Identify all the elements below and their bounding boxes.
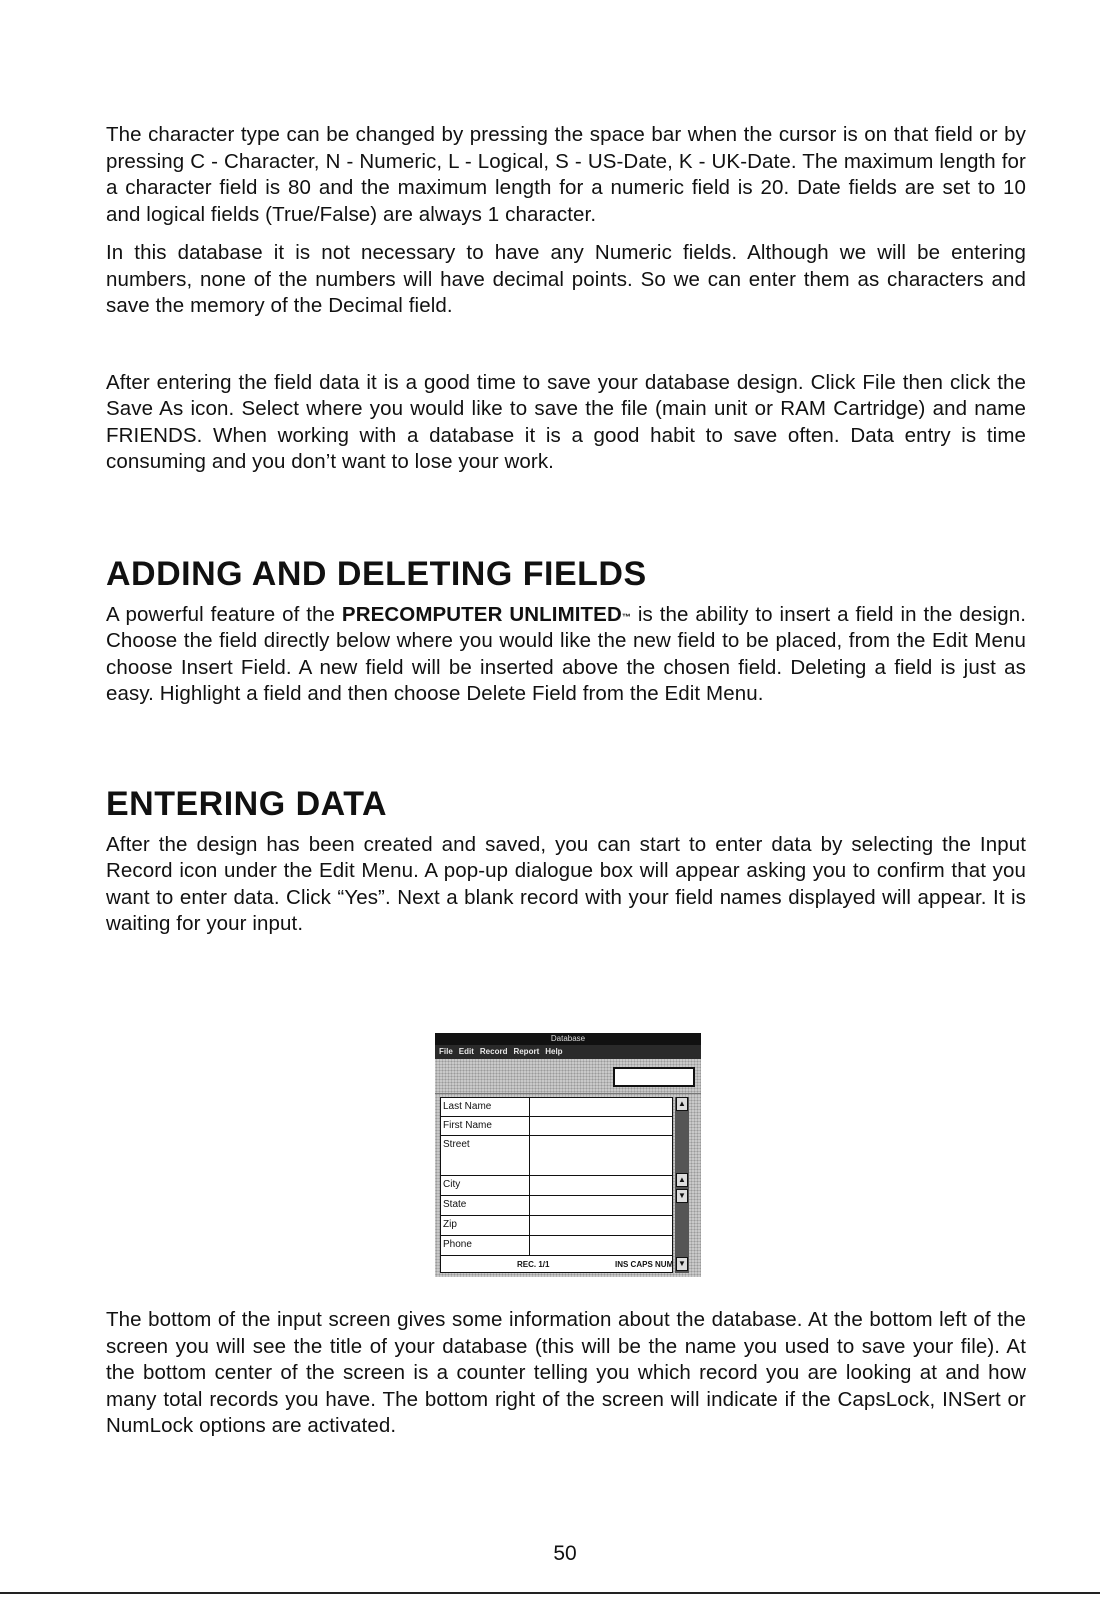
field-row-phone[interactable] (441, 1236, 672, 1256)
database-input-screenshot (435, 1033, 701, 1277)
field-label: State (443, 1199, 467, 1210)
scroll-up-icon[interactable]: ▲ (676, 1173, 688, 1187)
field-row-last-name[interactable] (441, 1098, 672, 1117)
menu-edit[interactable]: Edit (458, 1047, 474, 1056)
menu-help[interactable]: Help (545, 1047, 563, 1056)
paragraph-insert-field (106, 602, 1026, 708)
page-number: 50 (553, 1542, 577, 1565)
field-label: Last Name (443, 1101, 492, 1112)
paragraph-character-type: The character type can be changed by pressing the space bar when the cursor is on that field or by pressing C - Character, N - Numeric, L - Logical, S - US-Date, K - UK-Date. The maximum length for a character field is 80 and the maximum length for a numeric field is 20. Date fields are set to 10 and logical fields (True/False) are always 1 character. (106, 123, 1026, 226)
paragraph-numeric-fields: In this database it is not necessary to have any Numeric fields. Although we will be entering numbers, none of the numbers will have decimal points. So we can enter them as characters and save the memory of the Decimal field. (106, 241, 1026, 317)
menu-file[interactable]: File (439, 1047, 453, 1056)
field-label: Street (443, 1139, 470, 1150)
field-label: Phone (443, 1239, 472, 1250)
menu-record[interactable]: Record (479, 1047, 508, 1056)
screenshot-menu-bar (435, 1045, 701, 1059)
field-row-state[interactable] (441, 1196, 672, 1216)
field-row-city[interactable] (441, 1176, 672, 1196)
page-content-bottom (106, 1307, 1026, 1440)
screenshot-status-bar (435, 1255, 701, 1277)
trademark-symbol: ™ (621, 611, 631, 622)
record-counter: REC. 1/1 (517, 1260, 550, 1269)
record-fields-table (440, 1097, 673, 1273)
screenshot-title-bar: Database (435, 1033, 701, 1045)
scroll-down-icon[interactable]: ▼ (676, 1189, 688, 1203)
field-label: City (443, 1179, 461, 1190)
heading-adding-deleting-fields: ADDING AND DELETING FIELDS (106, 554, 647, 593)
field-row-zip[interactable] (441, 1216, 672, 1236)
field-label: First Name (443, 1120, 492, 1131)
product-name: PRECOMPUTER UNLIMITED (341, 602, 622, 626)
record-search-box[interactable] (613, 1067, 695, 1087)
scrollbar[interactable] (675, 1097, 689, 1273)
keyboard-status-flags: INS CAPS NUM (615, 1260, 674, 1269)
field-row-first-name[interactable] (441, 1117, 672, 1136)
heading-entering-data: ENTERING DATA (106, 784, 388, 823)
footer-rule (0, 1592, 1100, 1594)
paragraph-status-bar-info: The bottom of the input screen gives some information about the database. At the bottom left of the screen you will see the title of your database (this will be the name you used to save your file). At the bottom center of the screen is a counter telling you which record you are looking at and how many total records you have. The bottom right of the screen will indicate if the CapsLock, INSert or NumLock options are activated. (106, 1308, 1026, 1437)
field-row-street[interactable] (441, 1136, 672, 1176)
scroll-up-icon[interactable]: ▲ (676, 1097, 688, 1111)
insert-text-end: is the ability to insert a field in the design. Choose the field directly below where you would like the new field to be placed, from the Edit Menu choose Insert Field. A new field will be inserted above the chosen field. Deleting a field is just as easy. Highlight a field and then choose Delete Field from the Edit Menu. (106, 602, 1026, 705)
paragraph-save-design: After entering the field data it is a good time to save your database design. Click File then click the Save As icon. Select where you would like to save the file (main unit or RAM Cartridge) and name FRIENDS. When working with a database it is a good habit to save often. Data entry is time consuming and you don’t want to lose your work. (106, 370, 1026, 473)
menu-report[interactable]: Report (513, 1047, 540, 1056)
scroll-down-icon[interactable]: ▼ (676, 1257, 688, 1271)
page-content (106, 122, 1026, 938)
field-label: Zip (443, 1219, 457, 1230)
paragraph-input-record: After the design has been created and saved, you can start to enter data by selecting the Input Record icon under the Edit Menu. A pop-up dialogue box will appear asking you to confirm that you want to enter data. Click “Yes”. Next a blank record with your field names displayed will appear. It is waiting for your input. (106, 832, 1026, 935)
insert-text-start: A powerful feature of the (106, 602, 342, 626)
